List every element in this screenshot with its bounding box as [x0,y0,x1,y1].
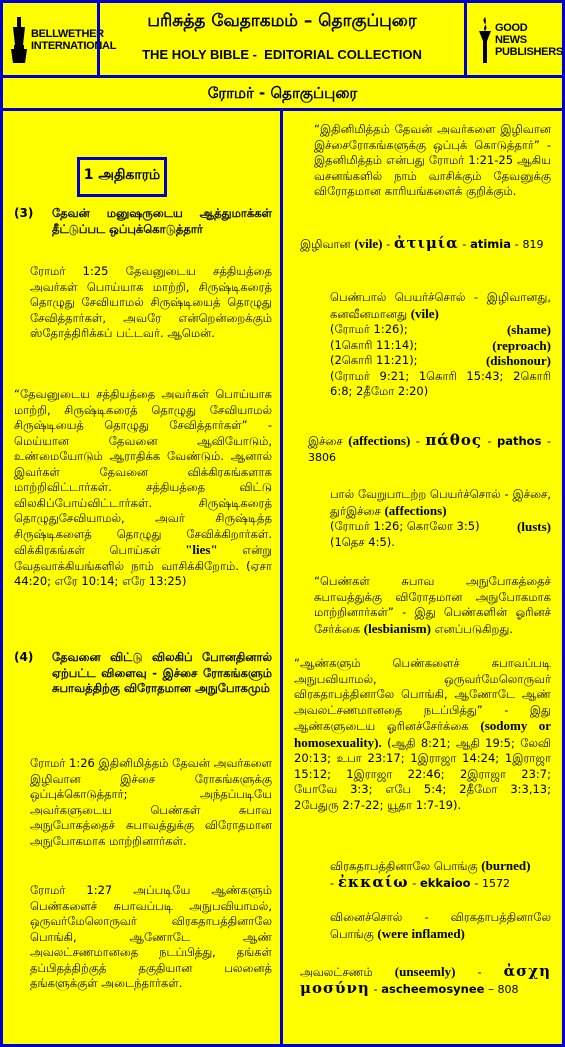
paragraph-therefore: “இதினிமித்தம் தேவன் அவர்களை இழிவான இச்சைரோகங்களுக்கு ஒப்புக் கொடுத்தார்” - இதனிமித்தம் என்பது ரோமர் 1:21-25 ஆகிய வசனங்களில் நாம் வாசிக்கும் தேவனுக்கு விரோதமான காரியங்களைக் குறிக்கும். [314,122,551,198]
publisher-logo-left [0,0,117,78]
word-vile-def-reproach: (reproach) [492,337,551,353]
section-4-number: (4) [14,650,34,664]
word-vile-definition [330,290,551,400]
word-vile-english: (vile) [354,236,383,251]
section-4-heading: தேவனை விட்டு விலகிப் போனதினால் ஏற்பட்ட விளைவு - இச்சை ரோகங்களும் சுபாவத்திற்கு விரோதமான அநுபோகமும் [52,650,272,695]
word-burned-def-text: வினைச்சொல் - விரகதாபத்தினாலே பொங்கு [330,910,551,941]
word-vile-ref-4: (ரோமர் 9:21; 1கொரி 15:43; 2கொரி 6:8; 2தீமோ 2:20) [330,368,551,398]
paragraph-truth-to-lie-text: “தேவனுடைய சத்தியத்தை அவர்கள் பொய்யாக மாற்றி, சிருஷ்டிகரைத் தொழுது சேவியாமல் சிருஷ்டியைத் தொழுது சேவித்தார்கள்” - மெய்யான தேவனை ஆவியோடும், உண்மையோடும் ஆராதிக்க வேண்டும். ஆனால் இவர்கள் தேவனை விக்கிரகங்களாக மாற்றிவிட்டார்கள். சத்தியத்தை விட்டு விலகிப்போய்விட்டார்கள். சிருஷ்டிகரைத் தொழுதுசேவியாமல், அவர் சிருஷ்டித்த சிருஷ்டிகளைத் தொழுது சேவிக்கிறார்கள். விக்கிரகங்கள் பொய்கள் [14,387,272,557]
word-affections-greek: πάθος [425,431,482,449]
word-vile-strong-number: 819 [522,238,544,251]
chapter-label: 1 அதிகாரம் [77,157,167,197]
paragraph-women [314,574,551,637]
word-vile-def-vile: (vile) [410,305,439,321]
word-unseemly-strong-number: 808 [497,982,519,996]
word-vile-def-text: பெண்பால் பெயர்ச்சொல் - இழிவானது, கனவீனமானது [330,290,551,321]
paragraph-men-text: “ஆண்களும் பெண்களைச் சுபாவப்படி அநுபவியாமல், ஒருவர்மேலொருவர் விரகதாபத்தினாலே பொங்கி, ஆணோடே ஆண் அவலட்சணமானதை நடப்பித்து” - இது ஆண்களுடைய ஓரினச்சேர்க்கை [294,656,551,733]
word-sodomy: (sodomy or homosexuality). [294,718,551,750]
word-affections-english: (affections) [348,433,411,448]
word-affections-definition [330,487,551,550]
paragraph-women-text: “பெண்கள் சுபாவ அநுபோகத்தைச் சுபாவத்துக்கு விரோதமான அநுபோகமாக மாற்றினார்கள்” - இது பெண்களின் ஓரினச் சேர்க்கை [314,574,551,636]
paragraph-romans-1-27: ரோமர் 1:27 அப்படியே ஆண்களும் பெண்களைச் சுபாவப்படி அநுபவியாமல், ஒருவர்மேலொருவர் விரகதாபத்தினாலே பொங்கி, ஆணோடே ஆண் அவலட்சணமானதை நடப்பித்து, தங்கள் தப்பிதத்திற்குத் தகுதியான பலனைத் தங்களுக்குள் அடைந்தார்கள். [30,883,272,990]
paragraph-men-refs: (ஆதி 8:21; ஆதி 19:5; லேவி 20:13; உபா 23:17; 1இராஜா 14:24; 1இராஜா 15:12; 1இராஜா 22:46; 2இராஜா 23:7; யோவே 3:3; எபே 5:4; 2தீமோ 3:3,13; 2பேதுரு 2:7-22; யூதா 1:7-19). [294,735,551,812]
word-study-unseemly: அவலட்சணம் (unseemly) - ἀσχη μοσύνη - ascheemosynee – 808 [300,962,551,997]
word-affections-ref-1: (ரோமர் 1:26; கொலோ 3:5) [330,519,480,533]
word-study-burned: விரகதாபத்தினாலே பொங்கு (burned) - ἐκκαίω - ekkaioo - 1572 [330,858,531,891]
paragraph-women-end: எனப்படுகிறது. [434,621,514,636]
word-affections-tamil: இச்சை [308,434,343,448]
word-burned-translit: ekkaioo [419,875,471,890]
word-affections-def-affections: (affections) [384,502,447,518]
word-vile-ref-1: (ரோமர் 1:26); [330,322,408,336]
good-news-logo [477,15,563,65]
word-affections-strong-number: 3806 [308,450,336,464]
paragraph-romans-1-26: ரோமர் 1:26 இதினிமித்தம் தேவன் அவர்களை இழிவான இச்சை ரோகங்களுக்கு ஒப்புக்கொடுத்தார்; அந்தப்படியே அவர்களுடைய பெண்கள் சுபாவ அநுபோகத்தைச் சுபாவத்துக்கு விரோதமான அநுபோகமாக மாற்றினார்கள். [30,756,272,848]
word-affections-ref-2: (1தெச 4:5). [330,534,395,549]
lamp-icon [9,15,29,65]
publisher-logo-right [464,0,565,78]
word-vile-ref-2: (1கொரி 11:14); [330,337,418,352]
word-affections-def-lusts: (lusts) [517,519,551,534]
word-vile-ref-3: (2கொரி 11:21); [330,353,418,367]
word-study-vile: இழிவான (vile) - ἀτιμία - atimia - 819 [300,234,544,252]
word-unseemly-english: (unseemly) [394,964,456,979]
word-burned-greek: ἐκκαίω [337,872,409,891]
word-burned-definition [330,910,551,942]
header-title-box [97,0,467,78]
word-affections-def-text: பால் வேறுபாடற்ற பெயர்ச்சொல் - இச்சை, துர்இச்சை [330,487,551,518]
word-vile-def-dishonour: (dishonour) [485,353,551,368]
word-vile-tamil: இழிவான [300,237,351,251]
page-title-tamil: பரிசுத்த வேதாகமம் – தொகுப்புரை [147,11,417,31]
word-unseemly-translit: ascheemosynee [381,981,485,996]
word-vile-def-shame: (shame) [506,322,551,337]
bellwether-logo-text: BELLWETHER INTERNATIONAL [31,28,117,52]
paragraph-romans-1-25: ரோமர் 1:25 தேவனுடைய சத்தியத்தை அவர்கள் பொய்யாக மாற்றி, சிருஷ்டிகரைத் தொழுது சேவியாமல் சிருஷ்டியைத் தொழுது சேவித்தார்கள், அவரே என்றென்றைக்கும் ஸ்தோத்திரிக்கப் பட்டவர். ஆமென். [30,264,272,340]
word-burned-def-inflamed: (were inflamed) [377,925,465,941]
word-unseemly-tamil: அவலட்சணம் [300,965,373,979]
paragraph-men [294,656,551,813]
word-vile-translit: atimia [470,237,511,251]
section-title: ரோமர் - தொகுப்புரை [207,84,358,102]
word-lesbianism: (lesbianism) [363,620,431,636]
page-title-english: THE HOLY BIBLE - EDITORIAL COLLECTION [142,47,422,62]
word-unseemly-greek-2: μοσύνη [300,978,370,997]
word-burned-english: (burned) [481,858,531,873]
word-vile-greek: ἀτιμία [393,234,459,252]
word-study-affections: இச்சை (affections) - πάθος - pathos - 3806 [308,431,552,464]
section-3-number: (3) [14,206,34,220]
word-burned-tamil: விரகதாபத்தினாலே பொங்கு [330,859,478,873]
word-burned-strong-number: 1572 [482,876,511,890]
torch-icon [477,15,493,65]
word-unseemly-greek-1: ἀσχη [503,962,551,980]
paragraph-truth-to-lie-refs: என்று வேதவாக்கியங்களில் நாம் வாசிக்கிறோம். (ஏசா 44:20; எரே 10:14; எரே 13:25) [14,543,273,588]
bellwether-logo [9,15,117,65]
word-lies: "lies" [185,542,218,557]
word-affections-translit: pathos [497,434,542,448]
section-title-box [0,75,565,111]
section-3-heading: தேவன் மனுஷருடைய ஆத்துமாக்கள் தீட்டுப்பட ஒப்புக்கொடுத்தார் [52,206,272,236]
paragraph-truth-to-lie [14,387,272,590]
good-news-logo-text: GOOD NEWS PUBLISHERS [495,22,563,58]
